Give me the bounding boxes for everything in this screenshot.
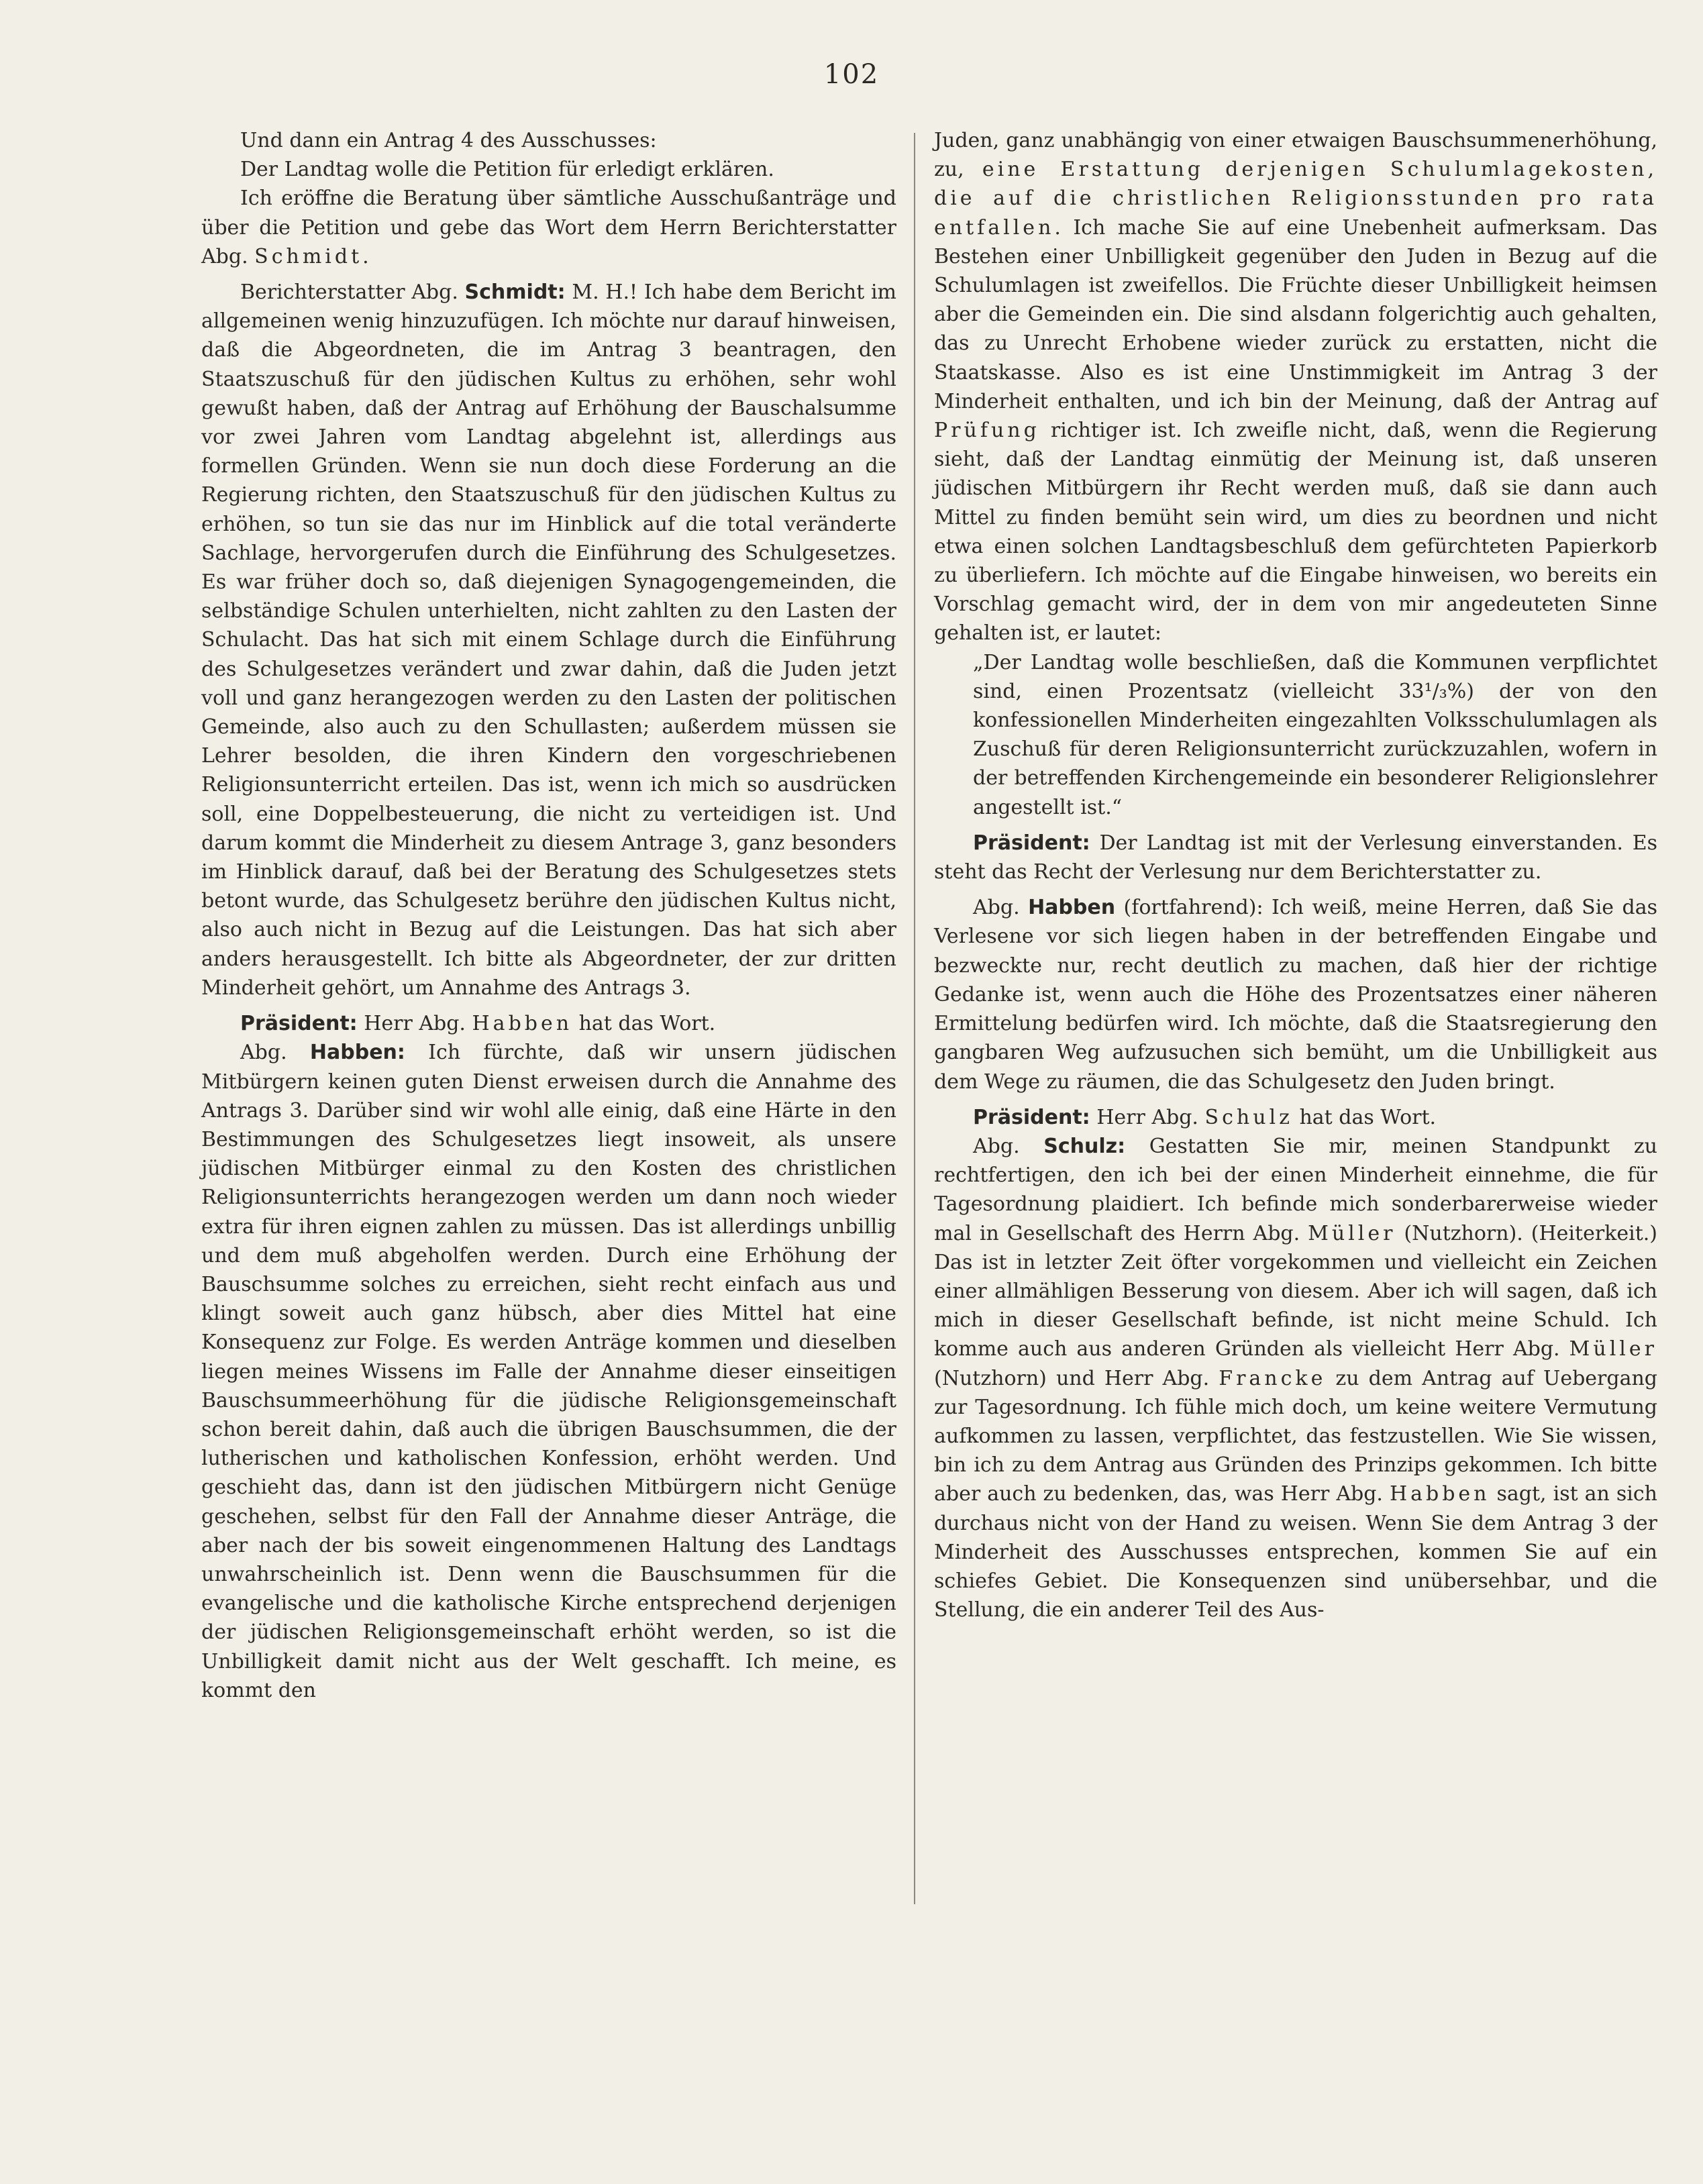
right-column (934, 126, 1657, 1624)
quoted-proposal: „Der Landtag wolle beschließen, daß die Kommunen verpflichtet sind, einen Prozentsatz (vielleicht 33¹/₃%) der von den konfessionellen Minderheiten eingezahlten Volksschulumlagen als Zuschuß für deren Religionsunterricht zurückzuzahlen, wofern in der betreffenden Kirchengemeinde ein besonderer Religionslehrer angestellt ist.“ (973, 650, 1657, 819)
speech-paragraph: Abg. Habben (fortfahrend): Ich weiß, meine Herren, daß Sie das Verlesene vor sich liegen haben in der betreffenden Eingabe und bezweckte nur, recht deutlich zu machen, daß hier der richtige Gedanke ist, wenn auch die Höhe des Prozentsatzes einer näheren Ermittelung bedürfen wird. Ich möchte, daß die Staatsregierung den gangbaren Weg aufzusuchen sich bemüht, um die Unbilligkeit aus dem Wege zu räumen, die das Schulgesetz den Juden bringt. (934, 896, 1657, 1094)
motion-text: Der Landtag wolle die Petition für erledigt erklären. (240, 158, 774, 182)
page-number: 102 (823, 59, 880, 90)
paragraph: Ich eröffne die Beratung über sämtliche Ausschußanträge und über die Petition und gebe das Wort dem Herrn Berichterstatter Abg. Schmidt. (201, 187, 896, 268)
speaker-label: Habben: (309, 1041, 405, 1065)
speech-paragraph: Abg. Habben: Ich fürchte, daß wir unsern jüdischen Mitbürgern keinen guten Dienst erweisen durch die Annahme des Antrags 3. Darüber sind wir wohl alle einig, daß eine Härte in den Bestimmungen des Schulgesetzes liegt insoweit, als unsere jüdischen Mitbürger einmal zu den Kosten des christlichen Religionsunterrichts herangezogen werden um dann noch wieder extra für ihren eignen zahlen zu müssen. Das ist allerdings unbillig und dem muß abgeholfen werden. Durch eine Erhöhung der Bauschsumme solches zu erreichen, sieht recht einfach aus und klingt soweit auch ganz hübsch, aber dies Mittel hat eine Konsequenz zur Folge. Es werden Anträge kommen und dieselben liegen meines Wissens im Falle der Annahme dieser einseitigen Bauschsummeerhöhung für die jüdische Religionsgemeinschaft schon bereit dahin, daß auch die übrigen Bauschsummen, die der lutherischen und katholischen Konfession, erhöht werden. Und geschieht das, dann ist den jüdischen Mitbürgern nicht Genüge geschehen, selbst für den Fall der Annahme dieser Anträge, die aber nach der bis soweit eingenommenen Haltung des Landtags unwahrscheinlich ist. Denn wenn die Bauschsummen für die evangelische und die katholische Kirche entsprechend derjenigen der jüdischen Religionsgemeinschaft erhöht werden, so ist die Unbilligkeit damit nicht aus der Welt geschafft. Ich meine, es kommt den (201, 1041, 896, 1702)
emphasis-text: Prüfung (934, 419, 1040, 443)
speaker-label: Schmidt: (464, 280, 566, 305)
emphasis-text: eine Erstattung derjenigen Schulumlagekosten, die auf die christlichen Religionsstunden pro rata entfallen (934, 158, 1657, 240)
speech-paragraph: Abg. Schulz: Gestatten Sie mir, meinen Standpunkt zu rechtfertigen, den ich bei der einen Minderheit einnehme, die für Tagesordnung plaidiert. Ich befinde mich sonderbarerweise wieder mal in Gesellschaft des Herrn Abg. Müller (Nutzhorn). (Heiterkeit.) Das ist in letzter Zeit öfter vorgekommen und vielleicht ein Zeichen einer allmähligen Besserung von diesem. Aber ich will sagen, daß ich mich in dieser Gesellschaft befinde, ist nicht meine Schuld. Ich komme auch aus anderen Gründen als vielleicht Herr Abg. Müller (Nutzhorn) und Herr Abg. Francke zu dem Antrag auf Uebergang zur Tagesordnung. Ich fühle mich doch, um keine weitere Vermutung aufkommen zu lassen, verpflichtet, das festzustellen. Wie Sie wissen, bin ich zu dem Antrag aus Gründen des Prinzips gekommen. Ich bitte aber auch zu bedenken, das, was Herr Abg. Habben sagt, ist an sich durchaus nicht von der Hand zu weisen. Wenn Sie dem Antrag 3 der Minderheit des Ausschusses entsprechen, kommen Sie auf ein schiefes Gebiet. Die Konsequenzen sind unübersehbar, und die Stellung, die ein anderer Teil des Aus- (934, 1134, 1657, 1622)
speech-paragraph: Präsident: Herr Abg. Habben hat das Wort. (240, 1012, 716, 1036)
speaker-name: Müller (1569, 1337, 1657, 1361)
speech-paragraph: Berichterstatter Abg. Schmidt: M. H.! Ich habe dem Bericht im allgemeinen wenig hinzuzufügen. Ich möchte nur darauf hinweisen, daß die Abgeordneten, die im Antrag 3 beantragen, den Staatszuschuß für den jüdischen Kultus zu erhöhen, sehr wohl gewußt haben, daß der Antrag auf Erhöhung der Bauschalsumme vor zwei Jahren vom Landtag abgelehnt ist, allerdings aus formellen Gründen. Wenn sie nun doch diese Forderung an die Regierung richten, den Staatszuschuß für den jüdischen Kultus zu erhöhen, so tun sie das nur im Hinblick auf die total veränderte Sachlage, hervorgerufen durch die Einführung des Schulgesetzes. Es war früher doch so, daß diejenigen Synagogengemeinden, die selbständige Schulen unterhielten, nicht zahlten zu den Lasten der Schulacht. Das hat sich mit einem Schlage durch die Einführung des Schulgesetzes verändert und zwar dahin, daß die Juden jetzt voll und ganz herangezogen werden zu den Lasten der politischen Gemeinde, also auch zu den Schullasten; außerdem müssen sie Lehrer besolden, die ihren Kindern den vorgeschriebenen Religionsunterricht erteilen. Das ist, wenn ich mich so ausdrücken soll, eine Doppelbesteuerung, die nicht zu verteidigen ist. Und darum kommt die Minderheit zu diesem Antrage 3, ganz besonders im Hinblick darauf, daß bei der Beratung des Schulgesetzes stets betont wurde, das Schulgesetz berühre den jüdischen Kultus nicht, also auch nicht in Bezug auf die Leistungen. Das hat sich aber anders herausgestellt. Ich bitte als Abgeordneter, der zur dritten Minderheit gehört, um Annahme des Antrags 3. (201, 280, 896, 1000)
paragraph: Und dann ein Antrag 4 des Ausschusses: (240, 129, 657, 152)
speaker-name: Müller (1308, 1221, 1396, 1245)
speaker-label: Schulz: (1043, 1134, 1126, 1158)
speaker-name: Habben (472, 1012, 573, 1036)
left-column (201, 126, 896, 1705)
speech-paragraph: Präsident: Herr Abg. Schulz hat das Wort. (973, 1105, 1437, 1129)
speaker-label: Präsident: (973, 831, 1090, 855)
speech-paragraph: Juden, ganz unabhängig von einer etwaigen Bauschsummenerhöhung, zu, eine Erstattung derjenigen Schulumlagekosten, die auf die christlichen Religionsstunden pro rata entfallen. Ich mache Sie auf eine Unebenheit aufmerksam. Das Bestehen einer Unbilligkeit gegenüber den Juden in Bezug auf die Schulumlagen ist zweifellos. Die Früchte dieser Unbilligkeit heimsen aber die Gemeinden ein. Die sind alsdann folgerichtig auch gehalten, das zu Unrecht Erhobene wieder zurück zu erstatten, nicht die Staatskasse. Also es ist eine Unstimmigkeit im Antrag 3 der Minderheit enthalten, und ich bin der Meinung, daß der Antrag auf Prüfung richtiger ist. Ich zweifle nicht, daß, wenn die Regierung sieht, daß der Landtag einmütig der Meinung ist, daß unseren jüdischen Mitbürgern ihr Recht werden muß, daß sie dann auch Mittel zu finden bemüht sein wird, um dies zu beordnen und nicht etwa einen solchen Landtagsbeschluß dem gefürchteten Papierkorb zu überliefern. Ich möchte auf die Eingabe hinweisen, wo bereits ein Vorschlag gemacht wird, der in dem von mir angedeuteten Sinne gehalten ist, er lautet: (934, 129, 1657, 645)
speaker-name: Schmidt (254, 244, 363, 268)
speaker-name: Francke (1219, 1366, 1327, 1390)
speaker-name: Habben (1389, 1482, 1490, 1506)
speech-paragraph: Präsident: Der Landtag ist mit der Verlesung einverstanden. Es steht das Recht der Verlesung nur dem Berichterstatter zu. (934, 831, 1657, 884)
speaker-label: Präsident: (973, 1105, 1090, 1129)
column-divider (914, 133, 915, 1904)
speaker-label: Präsident: (240, 1012, 358, 1036)
speaker-name: Schulz (1204, 1105, 1293, 1129)
speaker-label: Habben (1028, 896, 1116, 920)
